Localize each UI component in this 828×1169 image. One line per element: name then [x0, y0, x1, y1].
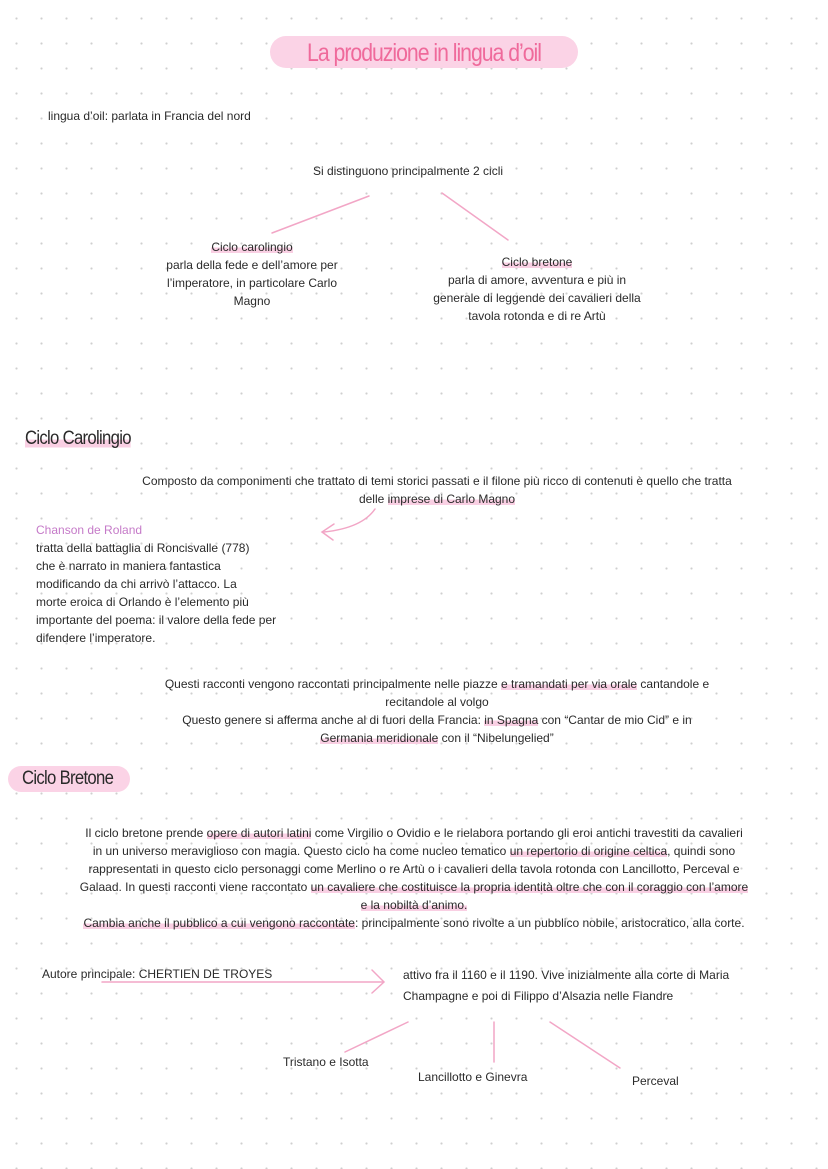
summary-line: parla di amore, avventura e più in [447, 273, 627, 287]
text: cantandole e [637, 677, 710, 691]
carolingio-summary-title: Ciclo carolingio [211, 240, 293, 254]
highlighted-text: e la nobiltà d’animo. [360, 898, 468, 912]
connector-to-carolingio [272, 196, 369, 233]
chanson-line: importante del poema: il valore della fede per [36, 613, 277, 627]
summary-line: generale di leggende dei cavalieri della [433, 291, 641, 305]
connector-tristano [345, 1022, 408, 1052]
chanson-line: difendere l’imperatore. [36, 631, 156, 645]
highlighted-text: e tramandati per via orale [501, 677, 638, 691]
text: Il ciclo bretone prende [85, 826, 207, 840]
bretone-summary-title: Ciclo bretone [501, 255, 573, 269]
text: in un universo meraviglioso con magia. Questo ciclo ha come nucleo tematico [92, 844, 510, 858]
info-line: attivo fra il 1160 e il 1190. Vive inizialmente alla corte di Maria [403, 968, 730, 982]
text: , quindi sono [667, 844, 736, 858]
text: : principalmente sono rivolte a un pubblico nobile, aristocratico, alla corte. [354, 916, 745, 930]
chanson-line: che è narrato in maniera fantastica [36, 559, 221, 573]
chanson-line: tratta della battaglia di Roncisvalle (778) [36, 541, 250, 555]
highlighted-text: Germania meridionale [320, 731, 439, 745]
text: recitandole al volgo [385, 695, 489, 709]
work-tristano: Tristano e Isotta [283, 1055, 369, 1069]
highlighted-text: imprese di Carlo Magno [387, 492, 516, 506]
highlighted-text: opere di autori latini [206, 826, 312, 840]
highlighted-text: un cavaliere che costituisce la propria identità oltre che con il coraggio con l’amore [310, 880, 749, 894]
text: Questo genere si afferma anche al di fuori della Francia: [182, 713, 485, 727]
bretone-summary [397, 253, 677, 325]
page-title: La produzione in lingua d’oil [307, 39, 541, 67]
curved-arrow-icon [324, 509, 375, 532]
text: delle [358, 492, 388, 506]
intro-definition: lingua d’oil: parlata in Francia del nord [48, 109, 251, 123]
work-perceval: Perceval [632, 1074, 679, 1088]
summary-line: parla della fede e dell’amore per [166, 258, 338, 272]
text: con “Cantar de mio Cid” e in [538, 713, 692, 727]
connector-to-bretone [442, 193, 508, 240]
section-heading-bretone: Ciclo Bretone [22, 768, 114, 789]
highlighted-text: un repertorio di origine celtica [509, 844, 668, 858]
connector-perceval [550, 1022, 620, 1068]
bretone-paragraph [14, 824, 814, 932]
highlighted-text: in Spagna [484, 713, 539, 727]
chanson-block [36, 521, 276, 647]
intro-line: Composto da componimenti che trattato di temi storici passati e il filone più ricco di contenuti è quello che tratta [142, 474, 732, 488]
carolingio-summary [122, 238, 382, 310]
work-lancillotto: Lancillotto e Ginevra [418, 1070, 528, 1084]
text: con il “Nibelungelied” [438, 731, 554, 745]
author-label: Autore principale: CHERTIEN DE TROYES [42, 967, 273, 981]
section-heading-carolingio [25, 428, 131, 450]
text: Questi racconti vengono raccontati principalmente nelle piazze [164, 677, 502, 691]
oral-tradition-paragraph [37, 675, 828, 747]
chanson-title: Chanson de Roland [36, 523, 143, 537]
summary-line: l’imperatore, in particolare Carlo [166, 276, 338, 290]
text: rappresentati in questo ciclo personaggi come Merlino o re Artù o i cavalieri della tavola rotonda con Lancillotto, Perceval e [88, 862, 740, 876]
text: Galaad. In questi racconti viene raccontato [79, 880, 311, 894]
highlighted-text: Cambia anche il pubblico a cui vengono raccontate [83, 916, 355, 930]
intro-distinguish: Si distinguono principalmente 2 cicli [312, 164, 504, 178]
summary-line: Magno [233, 294, 271, 308]
chanson-line: morte eroica di Orlando è l’elemento più [36, 595, 249, 609]
carolingio-intro [37, 472, 828, 508]
heading-text: Ciclo Carolingio [25, 428, 131, 449]
info-line: Champagne e poi di Filippo d’Alsazia nelle Fiandre [403, 989, 674, 1003]
summary-line: tavola rotonda e di re Artù [468, 309, 606, 323]
text: come Virgilio o Ovidio e le rielabora portando gli eroi antichi travestiti da cavalieri [311, 826, 743, 840]
author-info [403, 965, 729, 1007]
chanson-line: modificando da chi arrivò l’attacco. La [36, 577, 237, 591]
